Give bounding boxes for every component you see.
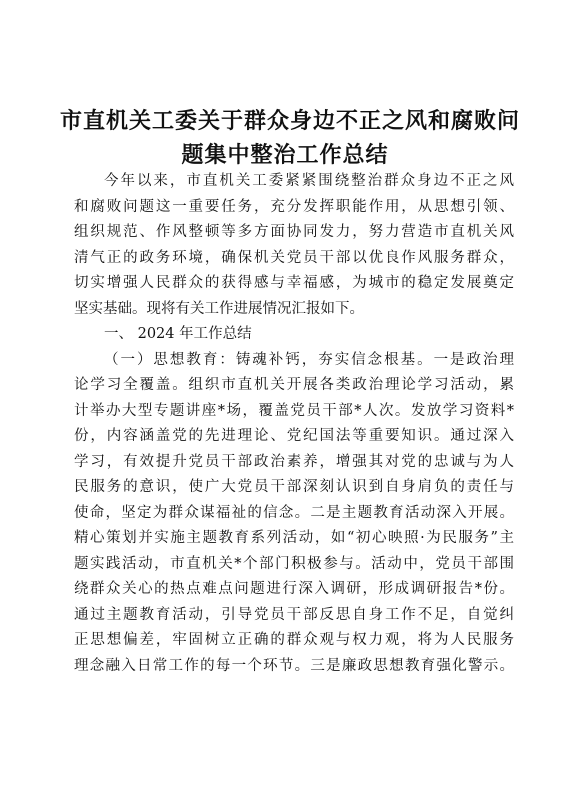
body-line: 论学习全覆盖。组织市直机关开展各类政治理论学习活动，累	[74, 377, 514, 393]
body-line: 精心策划并实施主题教育系列活动，如“初心映照·为民服务”主	[74, 530, 514, 546]
document-title-line-1: 市直机关工委关于群众身边不正之风和腐败问	[60, 109, 521, 134]
section-heading: 一、 2024 年工作总结	[104, 326, 252, 342]
body-line: （一）思想教育：铸魂补钙，夯实信念根基。一是政治理	[104, 351, 514, 368]
body-line: 绕群众关心的热点难点问题进行深入调研，形成调研报告*份。	[74, 581, 514, 597]
document-body	[74, 169, 514, 679]
body-line: 民服务的意识，使广大党员干部深刻认识到自身肩负的责任与	[74, 479, 514, 495]
body-line: 学习，有效提升党员干部政治素养，增强其对党的忠诚与为人	[74, 453, 514, 470]
body-line: 坚实基础。现将有关工作进展情况汇报如下。	[74, 300, 364, 317]
body-line: 份，内容涵盖党的先进理论、党纪国法等重要知识。通过深入	[74, 428, 514, 444]
body-line: 和腐败问题这一重要任务，充分发挥职能作用，从思想引领、	[74, 198, 514, 215]
body-line: 理念融入日常工作的每一个环节。三是廉政思想教育强化警示。	[74, 657, 514, 674]
body-line: 通过主题教育活动，引导党员干部反思自身工作不足，自觉纠	[74, 606, 514, 623]
body-line: 正思想偏差，牢固树立正确的群众观与权力观，将为人民服务	[74, 632, 514, 648]
body-line: 今年以来，市直机关工委紧紧围绕整治群众身边不正之风	[104, 173, 514, 189]
body-line: 清气正的政务环境，确保机关党员干部以优良作风服务群众，	[74, 249, 514, 266]
body-line: 使命，坚定为群众谋福祉的信念。二是主题教育活动深入开展。	[74, 504, 514, 521]
body-line: 切实增强人民群众的获得感与幸福感，为城市的稳定发展奠定	[74, 275, 514, 291]
body-line: 计举办大型专题讲座*场，覆盖党员干部*人次。发放学习资料*	[74, 402, 514, 419]
body-line: 组织规范、作风整顿等多方面协同发力，努力营造市直机关风	[74, 224, 514, 240]
document-title-line-2: 题集中整治工作总结	[181, 143, 389, 168]
body-line: 题实践活动，市直机关*个部门积极参与。活动中，党员干部围	[74, 555, 514, 572]
